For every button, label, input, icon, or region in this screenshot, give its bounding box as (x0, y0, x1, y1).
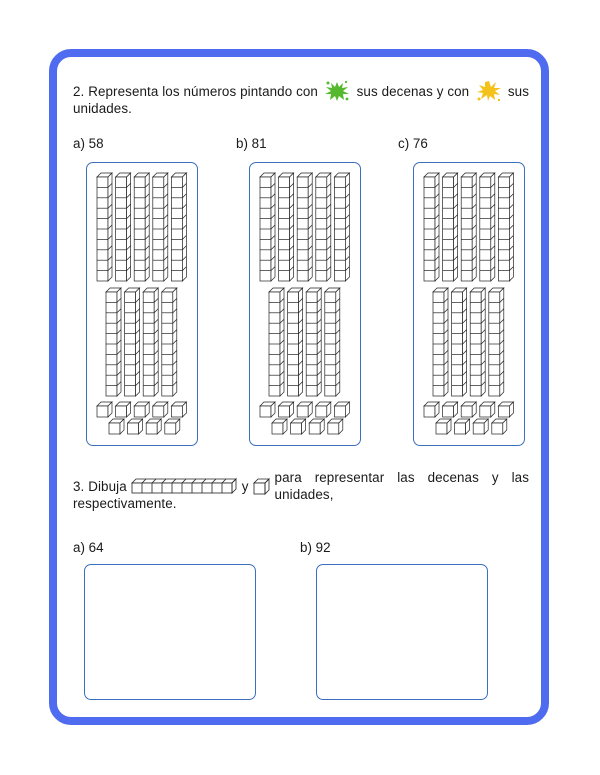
ten-rod (480, 173, 495, 281)
q3-text-end-words: para representar las decenas y las unidades, (274, 470, 529, 502)
ten-rod (260, 173, 275, 281)
unit-cube (492, 419, 507, 434)
unit-cube (436, 419, 451, 434)
unit-cube (309, 419, 324, 434)
ten-rod (452, 288, 467, 396)
q2-text-middle: sus decenas y con (356, 83, 470, 99)
base-ten-panel-b[interactable] (249, 162, 361, 446)
ten-rod (143, 288, 158, 396)
unit-cube (316, 402, 331, 417)
unit-cube (461, 402, 476, 417)
ten-rod (489, 288, 504, 396)
unit-cube (146, 419, 161, 434)
unit-cube (443, 402, 458, 417)
base-ten-blocks (250, 163, 362, 447)
green-paint-splash-icon (324, 79, 350, 103)
unit-cube-icon (253, 478, 270, 495)
q2-text-end: sus (507, 83, 529, 99)
q3-text-line2: respectivamente. (73, 496, 177, 511)
ten-rod (116, 173, 131, 281)
ten-rod (153, 173, 168, 281)
ten-rod (461, 173, 476, 281)
unit-cube (455, 419, 470, 434)
q2-text-start: 2. Representa los números pintando con (73, 83, 318, 99)
q3-text-start: 3. Dibuja (73, 478, 127, 494)
unit-cube (109, 419, 124, 434)
unit-cube (153, 402, 168, 417)
ten-rod (162, 288, 177, 396)
ten-rod-icon (131, 477, 237, 495)
ten-rod (125, 288, 140, 396)
unit-cube (128, 419, 143, 434)
unit-cube (424, 402, 439, 417)
drawing-box-a[interactable] (84, 564, 256, 700)
base-ten-blocks (87, 163, 199, 447)
unit-cube (272, 419, 287, 434)
unit-cube (279, 402, 294, 417)
unit-cube (480, 402, 495, 417)
unit-cube (334, 402, 349, 417)
ten-rod (424, 173, 439, 281)
ten-rod (443, 173, 458, 281)
unit-cube (291, 419, 306, 434)
q3-item-label-a: a) 64 (73, 540, 104, 555)
question-2-text (73, 82, 529, 117)
ten-rod (288, 288, 303, 396)
unit-cube (260, 402, 275, 417)
unit-cube (116, 402, 131, 417)
question-3-text (73, 470, 529, 512)
q3-text-middle: y (241, 478, 249, 494)
q3-text-end (275, 469, 529, 503)
ten-rod (134, 173, 149, 281)
base-ten-panel-a[interactable] (86, 162, 198, 446)
base-ten-panel-c[interactable] (413, 162, 525, 446)
unit-cube (297, 402, 312, 417)
q2-text-line2: unidades. (73, 101, 132, 116)
ten-rod (306, 288, 321, 396)
unit-cube (473, 419, 488, 434)
ten-rod (106, 288, 121, 396)
unit-cube (134, 402, 149, 417)
ten-rod (498, 173, 513, 281)
ten-rod (297, 173, 312, 281)
ten-rod (97, 173, 112, 281)
unit-cube (97, 402, 112, 417)
unit-cube (171, 402, 186, 417)
unit-cube (165, 419, 180, 434)
ten-rod (325, 288, 340, 396)
item-label-a: a) 58 (73, 136, 104, 151)
ten-rod (334, 173, 349, 281)
ten-rod (470, 288, 485, 396)
ten-rod (171, 173, 186, 281)
unit-cube (498, 402, 513, 417)
ten-rod (279, 173, 294, 281)
base-ten-blocks (414, 163, 526, 447)
ten-rod (316, 173, 331, 281)
ten-rod (433, 288, 448, 396)
ten-rod (269, 288, 284, 396)
item-label-c: c) 76 (398, 136, 428, 151)
yellow-paint-splash-icon (476, 79, 502, 103)
q3-item-label-b: b) 92 (300, 540, 331, 555)
drawing-box-b[interactable] (316, 564, 488, 700)
unit-cube (328, 419, 343, 434)
item-label-b: b) 81 (236, 136, 267, 151)
